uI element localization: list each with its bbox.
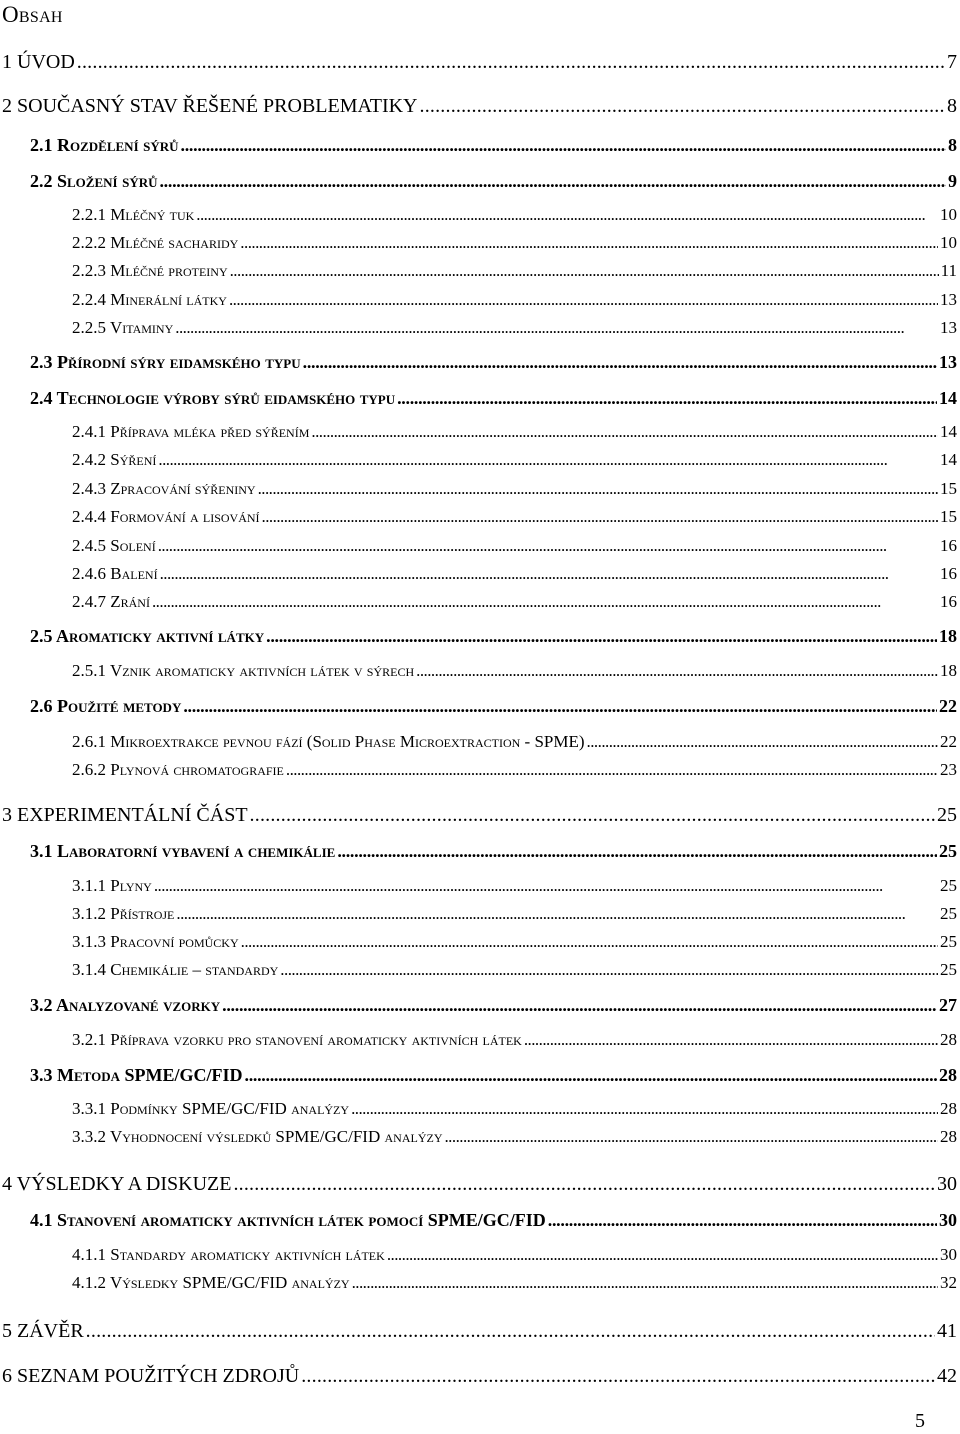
toc-dot-leader [301, 1366, 935, 1386]
toc-entry-label: 2 SOUČASNÝ STAV ŘEŠENÉ PROBLEMATIKY [2, 95, 418, 117]
toc-entry[interactable] [30, 389, 957, 407]
toc-entry[interactable] [72, 905, 957, 922]
toc-entry-label: 3.3 Metoda SPME/GC/FID [30, 1065, 243, 1085]
toc-entry[interactable] [2, 805, 957, 825]
toc-dot-leader [397, 389, 937, 407]
toc-entry-label: 3.1.3 Pracovní pomůcky [72, 932, 239, 951]
toc-entry[interactable] [72, 1246, 957, 1263]
toc-entry-label: 2.2.4 Minerální látky [72, 290, 227, 309]
toc-entry-label: 4.1.2 Výsledky SPME/GC/FID analýzy [72, 1273, 350, 1292]
toc-entry[interactable] [72, 206, 957, 223]
toc-entry[interactable] [2, 52, 957, 72]
toc-entry[interactable] [72, 761, 957, 778]
toc-entry[interactable] [2, 1366, 957, 1386]
toc-entry-page: 22 [939, 696, 957, 716]
page-number: 5 [915, 1410, 925, 1432]
toc-entry-page: 28 [939, 1065, 957, 1085]
toc-entry[interactable] [72, 662, 957, 679]
toc-entry[interactable] [72, 423, 957, 440]
toc-dot-leader [444, 1128, 938, 1145]
toc-dot-leader [175, 319, 938, 336]
toc-entry-label: 2.6 Použité metody [30, 696, 182, 716]
toc-entry-label: 2.6.1 Mikroextrakce pevnou fází (Solid Phase Microextraction - SPME) [72, 732, 585, 751]
toc-entry-page: 11 [940, 261, 957, 280]
toc-dot-leader [176, 905, 938, 922]
toc-entry-page: 23 [940, 760, 957, 779]
toc-entry-page: 25 [940, 876, 957, 895]
toc-entry[interactable] [30, 172, 957, 190]
toc-entry-page: 15 [940, 479, 957, 498]
toc-entry[interactable] [30, 697, 957, 715]
toc-entry-page: 30 [939, 1210, 957, 1230]
toc-entry-label: 3.2.1 Příprava vzorku pro stanovení aromaticky aktivních látek [72, 1030, 522, 1049]
toc-dot-leader [587, 733, 938, 750]
toc-dot-leader [158, 451, 938, 468]
toc-entry-page: 7 [947, 51, 957, 73]
toc-entry-page: 13 [940, 318, 957, 337]
toc-entry-page: 28 [940, 1127, 957, 1146]
toc-entry-page: 25 [940, 904, 957, 923]
toc-entry[interactable] [72, 319, 957, 336]
toc-dot-leader [286, 761, 938, 778]
toc-entry[interactable] [2, 1174, 957, 1194]
toc-dot-leader [352, 1274, 938, 1291]
toc-entry[interactable] [72, 593, 957, 610]
toc-entry-label: 3.1 Laboratorní vybavení a chemikálie [30, 841, 336, 861]
toc-entry-page: 18 [939, 626, 957, 646]
toc-entry[interactable] [2, 96, 957, 116]
toc-entry[interactable] [72, 451, 957, 468]
toc-dot-leader [303, 353, 937, 371]
toc-entry-page: 10 [940, 233, 957, 252]
toc-entry[interactable] [72, 480, 957, 497]
toc-dot-leader [229, 291, 938, 308]
toc-entry-page: 18 [940, 661, 957, 680]
toc-entry[interactable] [30, 1066, 957, 1084]
toc-dot-leader [158, 537, 938, 554]
toc-entry[interactable] [72, 961, 957, 978]
toc-entry-page: 13 [939, 352, 957, 372]
toc-entry-label: 2.4.2 Sýření [72, 450, 157, 469]
toc-entry-label: 3.3.1 Podmínky SPME/GC/FID analýzy [72, 1099, 350, 1118]
toc-entry-page: 41 [937, 1320, 957, 1342]
toc-entry[interactable] [30, 1211, 957, 1229]
toc-dot-leader [420, 96, 946, 116]
toc-entry[interactable] [72, 234, 957, 251]
toc-heading: Obsah [2, 2, 63, 27]
toc-entry-page: 30 [937, 1173, 957, 1195]
toc-entry[interactable] [30, 136, 957, 154]
toc-entry[interactable] [30, 627, 957, 645]
toc-dot-leader [196, 206, 938, 223]
toc-entry[interactable] [2, 1321, 957, 1341]
toc-entry-page: 28 [940, 1099, 957, 1118]
toc-entry[interactable] [72, 291, 957, 308]
toc-dot-leader [245, 1066, 938, 1084]
toc-entry[interactable] [72, 565, 957, 582]
toc-entry[interactable] [72, 537, 957, 554]
toc-entry-page: 8 [948, 135, 957, 155]
toc-entry-page: 25 [940, 960, 957, 979]
toc-dot-leader [233, 1174, 935, 1194]
toc-entry-page: 10 [940, 205, 957, 224]
toc-entry[interactable] [30, 996, 957, 1014]
toc-entry[interactable] [72, 1031, 957, 1048]
toc-dot-leader [351, 1100, 938, 1117]
toc-entry-label: 2.4 Technologie výroby sýrů eidamského typu [30, 388, 396, 408]
toc-entry-page: 32 [940, 1273, 957, 1292]
toc-entry-label: 2.2.3 Mléčné proteiny [72, 261, 228, 280]
toc-entry-label: 4.1 Stanovení aromaticky aktivních látek pomocí SPME/GC/FID [30, 1210, 546, 1230]
toc-entry-label: 2.5.1 Vznik aromaticky aktivních látek v sýrech [72, 661, 415, 680]
toc-dot-leader [86, 1321, 935, 1341]
toc-entry-label: 2.5 Aromaticky aktivní látky [30, 626, 265, 646]
toc-dot-leader [160, 565, 938, 582]
toc-entry-label: 3.1.2 Přístroje [72, 904, 175, 923]
toc-entry-page: 16 [940, 536, 957, 555]
toc-entry-label: 2.2.2 Mléčné sacharidy [72, 233, 239, 252]
toc-entry-label: 3 EXPERIMENTÁLNÍ ČÁST [2, 804, 248, 826]
toc-entry-label: 2.3 Přírodní sýry eidamského typu [30, 352, 301, 372]
toc-entry-label: 2.4.4 Formování a lisování [72, 507, 260, 526]
toc-dot-leader [240, 234, 938, 251]
toc-entry-label: 4.1.1 Standardy aromaticky aktivních látek [72, 1245, 385, 1264]
toc-dot-leader [77, 52, 945, 72]
toc-entry-page: 9 [948, 171, 957, 191]
toc-entry-page: 14 [939, 388, 957, 408]
toc-entry-label: 2.2.5 Vitaminy [72, 318, 174, 337]
toc-entry-label: 1 ÚVOD [2, 51, 75, 73]
toc-entry-label: 2.4.5 Solení [72, 536, 156, 555]
toc-entry-page: 30 [940, 1245, 957, 1264]
toc-dot-leader [181, 136, 946, 154]
toc-entry[interactable] [72, 508, 957, 525]
toc-dot-leader [548, 1211, 937, 1229]
toc-dot-leader [258, 480, 938, 497]
toc-dot-leader [266, 627, 937, 645]
toc-entry-page: 13 [940, 290, 957, 309]
toc-entry-page: 25 [937, 804, 957, 826]
toc-dot-leader [387, 1246, 938, 1263]
toc-entry[interactable] [30, 842, 957, 860]
toc-entry[interactable] [72, 933, 957, 950]
toc-entry-label: 2.2.1 Mléčný tuk [72, 205, 195, 224]
toc-entry-page: 22 [940, 732, 957, 751]
toc-dot-leader [230, 262, 939, 279]
toc-entry-label: 2.6.2 Plynová chromatografie [72, 760, 284, 779]
toc-entry-label: 4 VÝSLEDKY A DISKUZE [2, 1173, 232, 1195]
toc-entry[interactable] [72, 1128, 957, 1145]
toc-dot-leader [280, 961, 938, 978]
toc-entry-label: 2.4.7 Zrání [72, 592, 150, 611]
toc-dot-leader [337, 842, 937, 860]
toc-entry[interactable] [72, 1100, 957, 1117]
toc-entry-page: 42 [937, 1365, 957, 1387]
toc-entry-label: 3.3.2 Vyhodnocení výsledků SPME/GC/FID analýzy [72, 1127, 443, 1146]
toc-dot-leader [159, 172, 946, 190]
toc-entry[interactable] [72, 1274, 957, 1291]
toc-entry-label: 2.4.6 Balení [72, 564, 158, 583]
toc-entry-label: 2.2 Složení sýrů [30, 171, 158, 191]
toc-entry-label: 3.2 Analyzované vzorky [30, 995, 221, 1015]
toc-dot-leader [524, 1031, 938, 1048]
toc-entry-label: 3.1.4 Chemikálie – standardy [72, 960, 279, 979]
toc-dot-leader [311, 423, 938, 440]
toc-entry-page: 14 [940, 450, 957, 469]
toc-entry-page: 25 [940, 932, 957, 951]
toc-entry-page: 16 [940, 564, 957, 583]
toc-entry-page: 15 [940, 507, 957, 526]
toc-entry-label: 2.4.3 Zpracování sýřeniny [72, 479, 256, 498]
toc-dot-leader [222, 996, 937, 1014]
toc-entry-page: 27 [939, 995, 957, 1015]
toc-dot-leader [262, 508, 938, 525]
toc-entry-label: 6 SEZNAM POUŽITÝCH ZDROJŮ [2, 1365, 300, 1387]
toc-entry[interactable] [72, 877, 957, 894]
toc-entry[interactable] [72, 262, 957, 279]
toc-entry-page: 28 [940, 1030, 957, 1049]
toc-entry-label: 3.1.1 Plyny [72, 876, 152, 895]
toc-entry-label: 2.1 Rozdělení sýrů [30, 135, 179, 155]
toc-entry-page: 8 [947, 95, 957, 117]
toc-dot-leader [250, 805, 935, 825]
toc-entry-label: 2.4.1 Příprava mléka před sýřením [72, 422, 310, 441]
toc-dot-leader [154, 877, 938, 894]
toc-entry[interactable] [72, 733, 957, 750]
toc-entry-page: 16 [940, 592, 957, 611]
toc-dot-leader [241, 933, 938, 950]
toc-entry-page: 25 [939, 841, 957, 861]
toc-dot-leader [152, 593, 938, 610]
toc-entry-label: 5 ZÁVĚR [2, 1320, 84, 1342]
toc-entry[interactable] [30, 353, 957, 371]
toc-dot-leader [416, 662, 938, 679]
toc-dot-leader [183, 697, 937, 715]
toc-entry-page: 14 [940, 422, 957, 441]
